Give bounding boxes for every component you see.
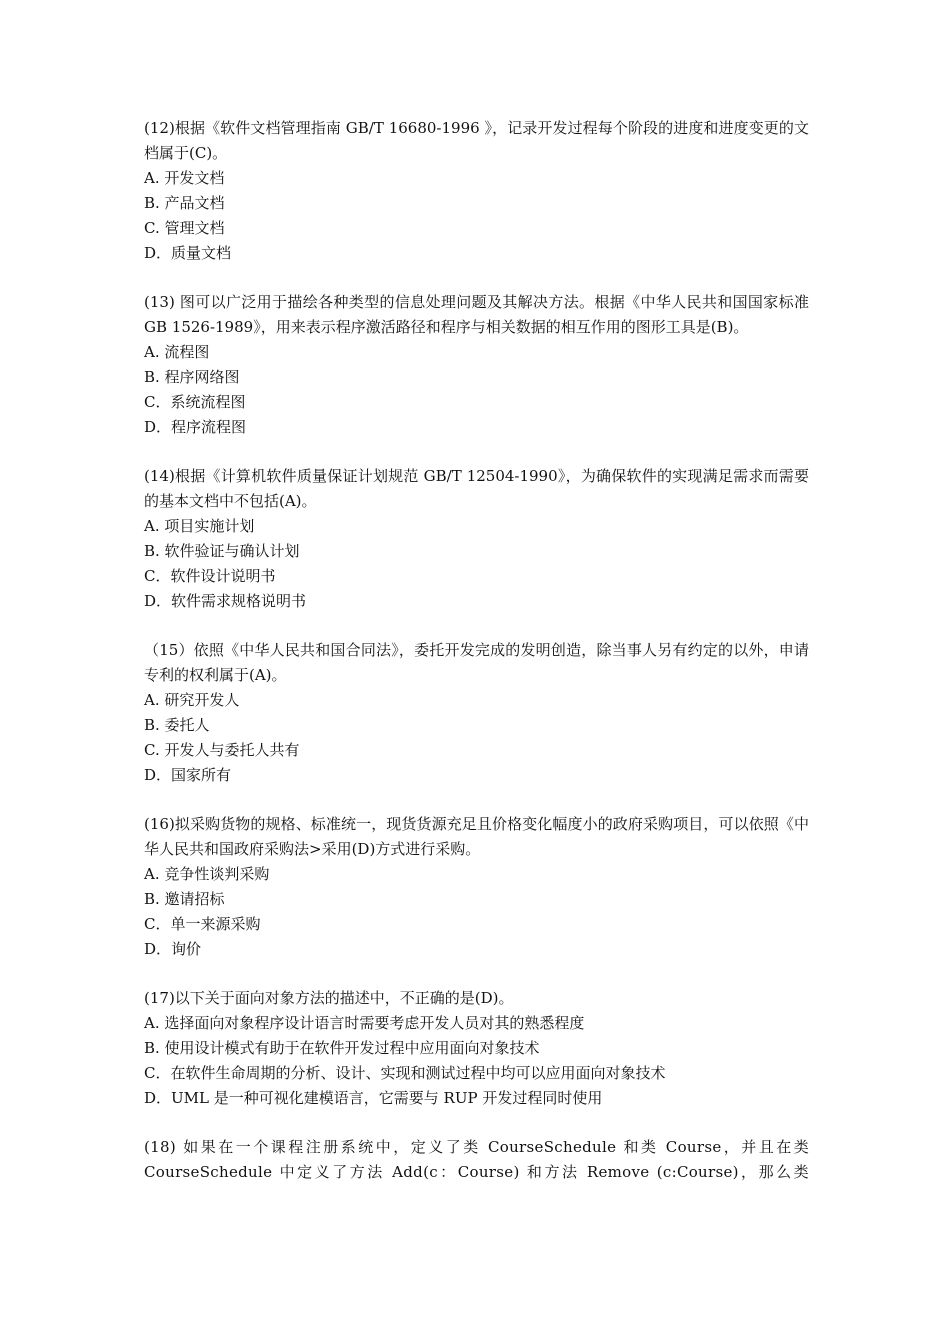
- question-stem: （15）依照《中华人民共和国合同法》，委托开发完成的发明创造，除当事人另有约定的以外，申请专利的权利属于(A)。: [144, 641, 809, 684]
- option-a: A. 开发文档: [144, 169, 225, 187]
- option-c: C. 开发人与委托人共有: [144, 741, 300, 759]
- option-d: D．软件需求规格说明书: [144, 592, 307, 610]
- spacer: [144, 614, 809, 638]
- question-stem: (12)根据《软件文档管理指南 GB/T 16680-1996 》，记录开发过程每个阶段的进度和进度变更的文档属于(C)。: [144, 119, 809, 162]
- option-a: A. 研究开发人: [144, 691, 240, 709]
- question-15: [144, 638, 809, 788]
- spacer: [144, 440, 809, 464]
- question-17: [144, 986, 809, 1111]
- option-b: B. 邀请招标: [144, 890, 225, 908]
- question-16: [144, 812, 809, 962]
- option-b: B. 委托人: [144, 716, 210, 734]
- spacer: [144, 788, 809, 812]
- option-b: B. 程序网络图: [144, 368, 240, 386]
- spacer: [144, 1111, 809, 1135]
- question-12: [144, 116, 809, 266]
- question-stem: (16)拟采购货物的规格、标准统一，现货货源充足且价格变化幅度小的政府采购项目，可以依照《中华人民共和国政府采购法>采用(D)方式进行采购。: [144, 815, 809, 858]
- option-d: D．UML 是一种可视化建模语言，它需要与 RUP 开发过程同时使用: [144, 1089, 603, 1107]
- option-c: C．软件设计说明书: [144, 567, 276, 585]
- spacer: [144, 266, 809, 290]
- question-stem: (14)根据《计算机软件质量保证计划规范 GB/T 12504-1990》，为确保软件的实现满足需求而需要的基本文档中不包括(A)。: [144, 467, 809, 510]
- option-c: C. 管理文档: [144, 219, 225, 237]
- option-d: D．质量文档: [144, 244, 232, 262]
- option-c: C．在软件生命周期的分析、设计、实现和测试过程中均可以应用面向对象技术: [144, 1064, 666, 1082]
- document-page: [144, 116, 809, 1185]
- question-stem-line: (18) 如果在一个课程注册系统中，定义了类 CourseSchedule 和类 Course，并且在类: [144, 1138, 809, 1156]
- option-a: A. 选择面向对象程序设计语言时需要考虑开发人员对其的熟悉程度: [144, 1014, 585, 1032]
- option-d: D．程序流程图: [144, 418, 247, 436]
- option-b: B. 使用设计模式有助于在软件开发过程中应用面向对象技术: [144, 1039, 540, 1057]
- option-c: C．系统流程图: [144, 393, 246, 411]
- option-a: A. 流程图: [144, 343, 210, 361]
- question-13: [144, 290, 809, 440]
- option-d: D．国家所有: [144, 766, 232, 784]
- spacer: [144, 962, 809, 986]
- option-d: D．询价: [144, 940, 202, 958]
- option-a: A. 项目实施计划: [144, 517, 255, 535]
- option-a: A. 竞争性谈判采购: [144, 865, 270, 883]
- option-b: B. 软件验证与确认计划: [144, 542, 300, 560]
- question-stem: (17)以下关于面向对象方法的描述中，不正确的是(D)。: [144, 989, 514, 1007]
- question-18: [144, 1135, 809, 1185]
- option-b: B. 产品文档: [144, 194, 225, 212]
- question-stem: (13) 图可以广泛用于描绘各种类型的信息处理问题及其解决方法。根据《中华人民共和国国家标准 GB 1526-1989》，用来表示程序激活路径和程序与相关数据的相互作用的图形工具是(B)。: [144, 293, 809, 336]
- question-14: [144, 464, 809, 614]
- question-stem-line: CourseSchedule 中定义了方法 Add(c：Course) 和方法 Remove (c:Course)，那么类: [144, 1163, 809, 1181]
- option-c: C．单一来源采购: [144, 915, 261, 933]
